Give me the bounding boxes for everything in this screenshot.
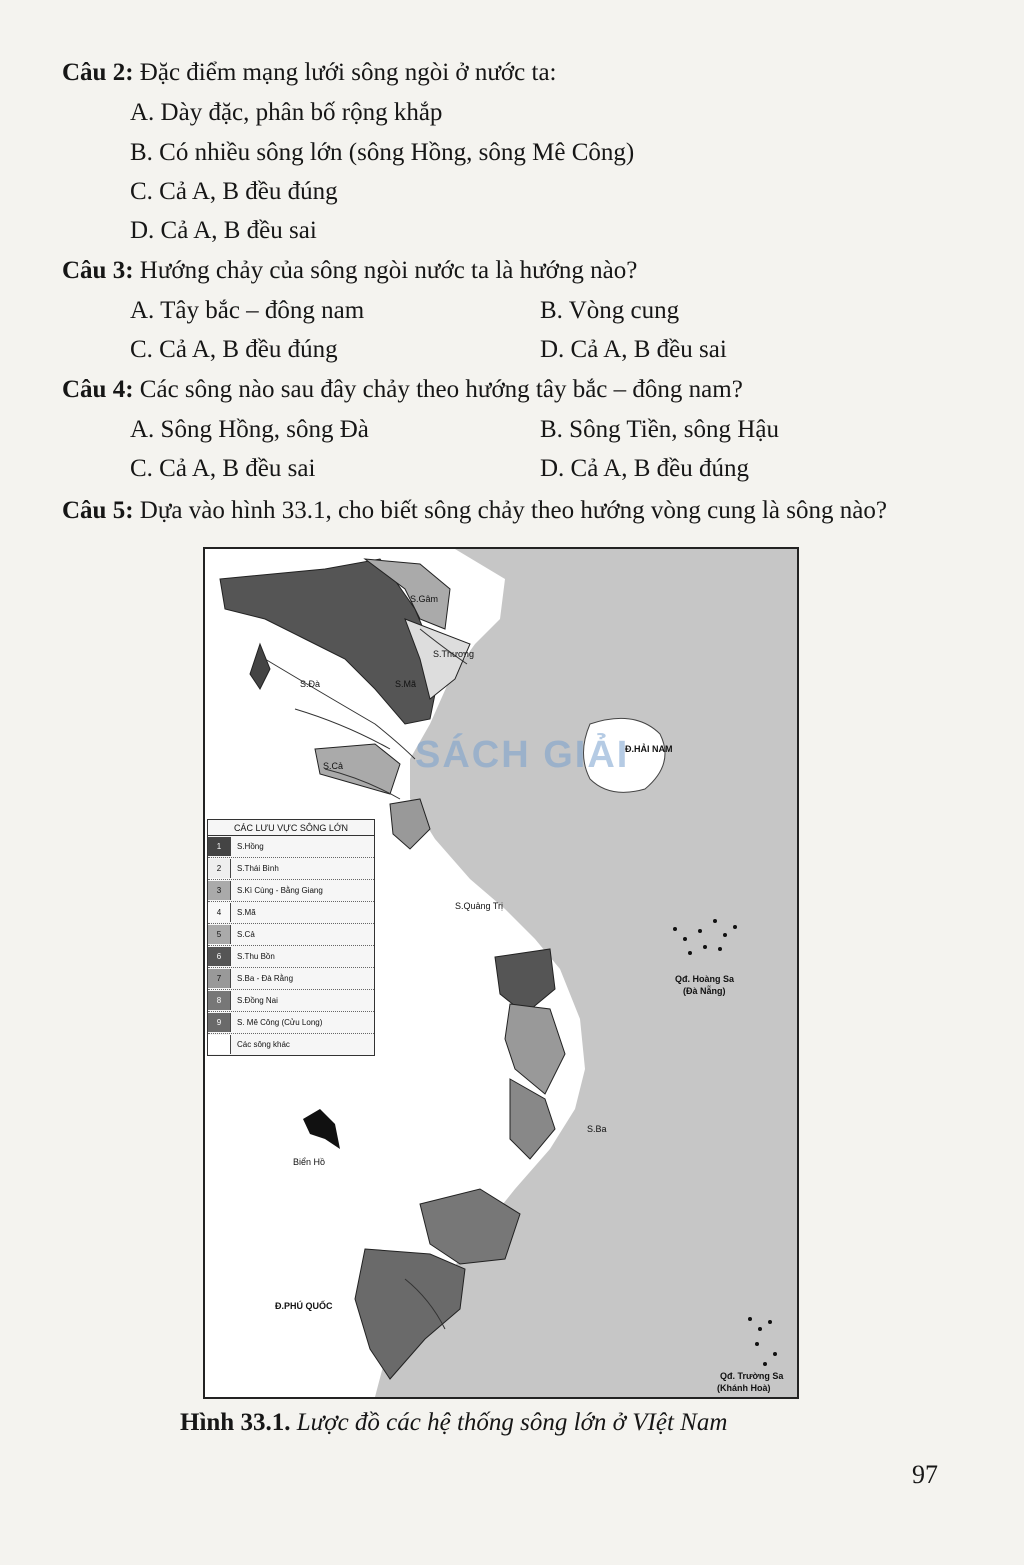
legend-row <box>208 924 374 946</box>
legend-swatch: 8 <box>208 991 231 1010</box>
legend-label: S.Cả <box>237 930 255 939</box>
legend-title: CÁC LƯU VỰC SÔNG LỚN <box>208 820 374 836</box>
legend-label: S.Đồng Nai <box>237 996 278 1005</box>
caption-text: Lược đồ các hệ thống sông lớn ở VIệt Nam <box>296 1409 728 1436</box>
label-s-ca: S.Cả <box>323 761 344 771</box>
question-label: Câu 4: <box>62 376 134 403</box>
label-bien-ho: Biển Hồ <box>293 1157 326 1167</box>
option-4a: A. Sông Hồng, sông Đà <box>130 416 369 443</box>
legend-label: S.Thu Bồn <box>237 952 275 961</box>
question-label: Câu 3: <box>62 257 134 284</box>
legend-swatch: 4 <box>208 903 231 922</box>
legend-swatch: 6 <box>208 947 231 966</box>
option-2b: B. Có nhiều sông lớn (sông Hồng, sông Mê Công) <box>130 139 635 166</box>
label-hoang-sa: Qđ. Hoàng Sa <box>675 974 735 984</box>
label-phu-quoc: Đ.PHÚ QUỐC <box>275 1301 333 1311</box>
option-4c: C. Cả A, B đều sai <box>130 455 316 482</box>
option-3c: C. Cả A, B đều đúng <box>130 336 338 363</box>
caption-label: Hình 33.1. <box>180 1409 291 1436</box>
label-s-da: S.Đà <box>300 679 321 689</box>
label-hoang-sa-sub: (Đà Nẵng) <box>683 986 726 996</box>
option-3a: A. Tây bắc – đông nam <box>130 297 365 324</box>
legend-swatch: 9 <box>208 1013 231 1032</box>
question-3 <box>62 256 637 286</box>
legend-row <box>208 858 374 880</box>
question-label: Câu 5: <box>62 497 134 524</box>
legend-swatch: 2 <box>208 859 231 878</box>
option-4d: D. Cả A, B đều đúng <box>540 455 750 482</box>
label-s-ma: S.Mã <box>395 679 417 689</box>
label-s-quang-tri: S.Quảng Trị <box>455 901 504 911</box>
option-4b: B. Sông Tiền, sông Hậu <box>540 416 779 443</box>
question-4 <box>62 375 743 405</box>
question-label: Câu 2: <box>62 59 134 86</box>
label-s-ba: S.Ba <box>587 1124 607 1134</box>
legend-swatch: 3 <box>208 881 231 900</box>
label-s-thuong: S.Thương <box>433 649 474 659</box>
legend-row <box>208 946 374 968</box>
legend-label: S.Kì Cùng - Bằng Giang <box>237 886 323 895</box>
legend-row <box>208 1012 374 1034</box>
question-5 <box>62 496 887 526</box>
legend-swatch <box>208 1035 231 1054</box>
option-3d: D. Cả A, B đều sai <box>540 336 727 363</box>
option-2a: A. Dày đặc, phân bố rộng khắp <box>130 99 443 126</box>
watermark: SÁCH GIẢI <box>415 734 630 776</box>
figure-caption <box>180 1408 727 1438</box>
legend-label: S.Ba - Đà Rằng <box>237 974 294 983</box>
page-number: 97 <box>912 1460 938 1489</box>
legend-row <box>208 836 374 858</box>
label-s-gam: S.Gâm <box>410 594 439 604</box>
option-3b: B. Vòng cung <box>540 297 680 324</box>
map-legend <box>207 819 375 1056</box>
legend-label: Các sông khác <box>237 1040 290 1049</box>
question-text: Các sông nào sau đây chảy theo hướng tây bắc – đông nam? <box>139 376 743 403</box>
question-text: Dựa vào hình 33.1, cho biết sông chảy theo hướng vòng cung là sông nào? <box>139 497 887 524</box>
legend-row <box>208 902 374 924</box>
question-text: Hướng chảy của sông ngòi nước ta là hướng nào? <box>139 257 638 284</box>
legend-swatch: 7 <box>208 969 231 988</box>
option-2c: C. Cả A, B đều đúng <box>130 178 338 205</box>
legend-swatch: 1 <box>208 837 231 856</box>
legend-row <box>208 880 374 902</box>
label-truong-sa: Qđ. Trường Sa <box>720 1371 784 1381</box>
label-truong-sa-sub: (Khánh Hoà) <box>717 1383 771 1393</box>
option-2d: D. Cả A, B đều sai <box>130 217 317 244</box>
legend-row <box>208 990 374 1012</box>
legend-label: S. Mê Công (Cửu Long) <box>237 1018 323 1027</box>
legend-swatch: 5 <box>208 925 231 944</box>
legend-row <box>208 1034 374 1055</box>
label-hai-nam: Đ.HẢI NAM <box>625 744 673 754</box>
legend-label: S.Thái Bình <box>237 864 279 873</box>
question-2 <box>62 58 556 88</box>
question-text: Đặc điểm mạng lưới sông ngòi ở nước ta: <box>139 59 557 86</box>
river-map <box>203 547 799 1399</box>
legend-label: S.Hồng <box>237 842 264 851</box>
legend-label: S.Mã <box>237 908 256 917</box>
legend-row <box>208 968 374 990</box>
